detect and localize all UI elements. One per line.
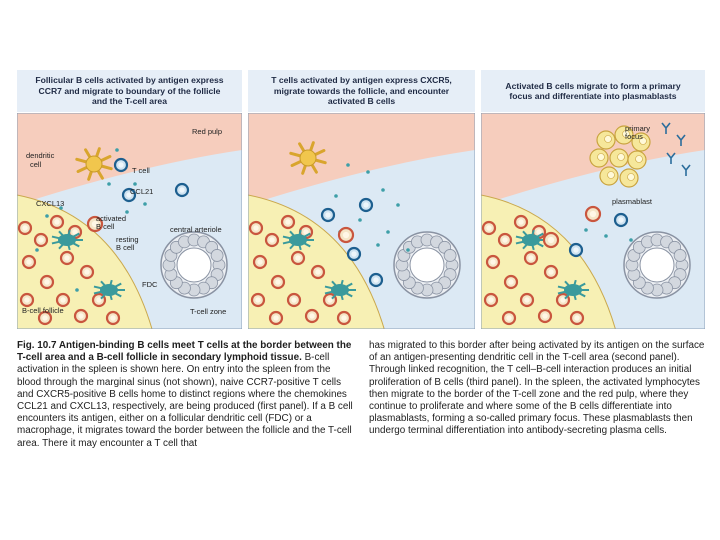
b-cell-nucleus	[110, 315, 115, 320]
chemokine-dot	[35, 248, 39, 252]
fdc-body	[564, 284, 582, 296]
chemokine-dot	[133, 182, 137, 186]
label-t-cell: T cell	[132, 166, 150, 175]
label-plasmablast: plasmablast	[612, 197, 653, 206]
panel-2-illustration	[248, 113, 475, 329]
b-cell-nucleus	[54, 219, 59, 224]
b-cell-nucleus	[548, 237, 554, 243]
b-cell-nucleus	[341, 315, 346, 320]
b-cell-nucleus	[542, 313, 547, 318]
caption-left-text: B-cell activation in the spleen is shown here. On entry into the spleen from the blood through the marginal sinus (not shown), naive CCR7-positive T cells and CXCR5-positive B cells home to distinct regions where the chemokines CCL21 and CXCL13, respectively, are being produced (first panel). If a B cell encounters its antigen, either on a follicular dendritic cell (FDC) or a macrophage, it migrates toward the border between the follicle and the T-cell area. There it may encounter a T cell that	[17, 352, 353, 449]
chemokine-dot	[629, 238, 633, 242]
b-cell-nucleus	[506, 315, 511, 320]
b-cell-nucleus	[524, 297, 529, 302]
chemokine-dot	[396, 203, 400, 207]
b-cell-nucleus	[309, 313, 314, 318]
fdc-body	[522, 234, 540, 246]
plasmablast-nucleus	[618, 154, 625, 161]
b-cell-nucleus	[315, 269, 320, 274]
chemokine-dot	[107, 182, 111, 186]
dendritic-cell-body	[300, 150, 316, 166]
chemokine-dot	[75, 288, 79, 292]
b-cell-nucleus	[590, 211, 596, 217]
chemokine-dot	[358, 218, 362, 222]
b-cell-nucleus	[26, 259, 31, 264]
chemokine-dot	[45, 214, 49, 218]
arteriole-cell	[674, 249, 686, 261]
b-cell-nucleus	[518, 219, 523, 224]
b-cell-nucleus	[255, 297, 260, 302]
b-cell-nucleus	[528, 255, 533, 260]
label-cxcl13: CXCL13	[36, 199, 65, 208]
t-cell-nucleus	[363, 202, 368, 207]
b-cell-nucleus	[60, 297, 65, 302]
label-activated-line2: B cell	[96, 222, 115, 231]
arteriole-lumen	[177, 248, 211, 282]
plasmablast-nucleus	[636, 156, 643, 163]
panel-3-title: Activated B cells migrate to form a primary focus and differentiate into plasmablasts	[481, 70, 705, 112]
b-cell-nucleus	[273, 315, 278, 320]
plasmablast-nucleus	[628, 174, 635, 181]
b-cell-nucleus	[84, 269, 89, 274]
b-cell-nucleus	[548, 269, 553, 274]
t-cell-nucleus	[373, 277, 378, 282]
caption-left	[17, 340, 357, 450]
b-cell-nucleus	[502, 237, 507, 242]
b-cell-nucleus	[295, 255, 300, 260]
caption-right: has migrated to this border after being activated by its antigen on the surface of an antigen-presenting dendritic cell in the T-cell area (second panel). Through linked recognition, the T cell–B-cell interaction produces an initial proliferation of B cells (third panel). In the spleen, the activated lymphocytes then migrate to the border of the T-cell zone and the red pulp, where they continue to proliferate and where some of the B cells differentiate into plasmablasts, forming a so-called primary focus. These plasmablasts then undergo terminal differentiation into antibody-secreting plasma cells.	[369, 340, 705, 437]
plasmablast-nucleus	[598, 154, 605, 161]
arteriole-lumen	[640, 248, 674, 282]
panel-2-title: T cells activated by antigen express CXCR5, migrate towards the follicle, and encounter activated B cells	[248, 70, 475, 112]
b-cell-nucleus	[44, 279, 49, 284]
chemokine-dot	[584, 228, 588, 232]
label-b-cell-follicle: B-cell follicle	[22, 306, 64, 315]
b-cell-nucleus	[257, 259, 262, 264]
chemokine-dot	[346, 163, 350, 167]
label-resting-line2: B cell	[116, 243, 135, 252]
chemokine-dot	[366, 170, 370, 174]
label-central-arteriole: central arteriole	[170, 225, 222, 234]
t-cell-nucleus	[351, 251, 356, 256]
b-cell-nucleus	[22, 225, 27, 230]
b-cell-nucleus	[291, 297, 296, 302]
label-dendritic-cell-line1: dendritic	[26, 151, 55, 160]
chemokine-dot	[406, 248, 410, 252]
t-cell-nucleus	[118, 162, 123, 167]
dendritic-cell-body	[86, 156, 102, 172]
arteriole-lumen	[410, 248, 444, 282]
chemokine-dot	[334, 194, 338, 198]
label-dendritic-cell-line2: cell	[30, 160, 42, 169]
fdc-body	[331, 284, 349, 296]
label-primary-focus-line1: primary	[625, 124, 651, 133]
chemokine-dot	[381, 188, 385, 192]
fdc-body	[58, 234, 76, 246]
label-resting-line1: resting	[116, 235, 139, 244]
b-cell-nucleus	[343, 232, 349, 238]
label-ccl21: CCL21	[130, 187, 154, 196]
fdc-body	[289, 234, 307, 246]
b-cell-nucleus	[488, 297, 493, 302]
b-cell-nucleus	[574, 315, 579, 320]
b-cell-nucleus	[42, 315, 47, 320]
chemokine-dot	[115, 148, 119, 152]
plasmablast-nucleus	[608, 172, 615, 179]
panel-3-illustration	[481, 113, 705, 329]
b-cell-nucleus	[285, 219, 290, 224]
b-cell-nucleus	[38, 237, 43, 242]
panel-1-illustration	[17, 113, 242, 329]
label-activated-line1: activated	[96, 214, 127, 223]
t-cell-nucleus	[618, 217, 623, 222]
caption-bold-lead: Fig. 10.7 Antigen-binding B cells meet T cells at the border between the T-cell area and a B-cell follicle in secondary lymphoid tissue.	[17, 340, 352, 364]
t-cell-nucleus	[179, 187, 184, 192]
t-cell-nucleus	[325, 212, 330, 217]
b-cell-nucleus	[269, 237, 274, 242]
b-cell-nucleus	[486, 225, 491, 230]
label-red-pulp: Red pulp	[192, 127, 223, 136]
fdc-body	[100, 284, 118, 296]
label-fdc: FDC	[142, 280, 158, 289]
plasmablast-nucleus	[605, 136, 612, 143]
arteriole-cell	[211, 249, 223, 261]
chemokine-dot	[143, 202, 147, 206]
t-cell-nucleus	[573, 247, 578, 252]
b-cell-nucleus	[24, 297, 29, 302]
b-cell-nucleus	[78, 313, 83, 318]
arteriole-cell	[444, 249, 456, 261]
b-cell-nucleus	[275, 279, 280, 284]
chemokine-dot	[604, 234, 608, 238]
label-t-cell-zone: T-cell zone	[190, 307, 227, 316]
chemokine-dot	[386, 230, 390, 234]
b-cell-nucleus	[64, 255, 69, 260]
panel-1-title: Follicular B cells activated by antigen express CCR7 and migrate to boundary of the follicle and the T-cell area	[17, 70, 242, 112]
b-cell-nucleus	[253, 225, 258, 230]
b-cell-nucleus	[490, 259, 495, 264]
label-primary-focus-line2: focus	[625, 132, 643, 141]
chemokine-dot	[376, 243, 380, 247]
b-cell-nucleus	[508, 279, 513, 284]
